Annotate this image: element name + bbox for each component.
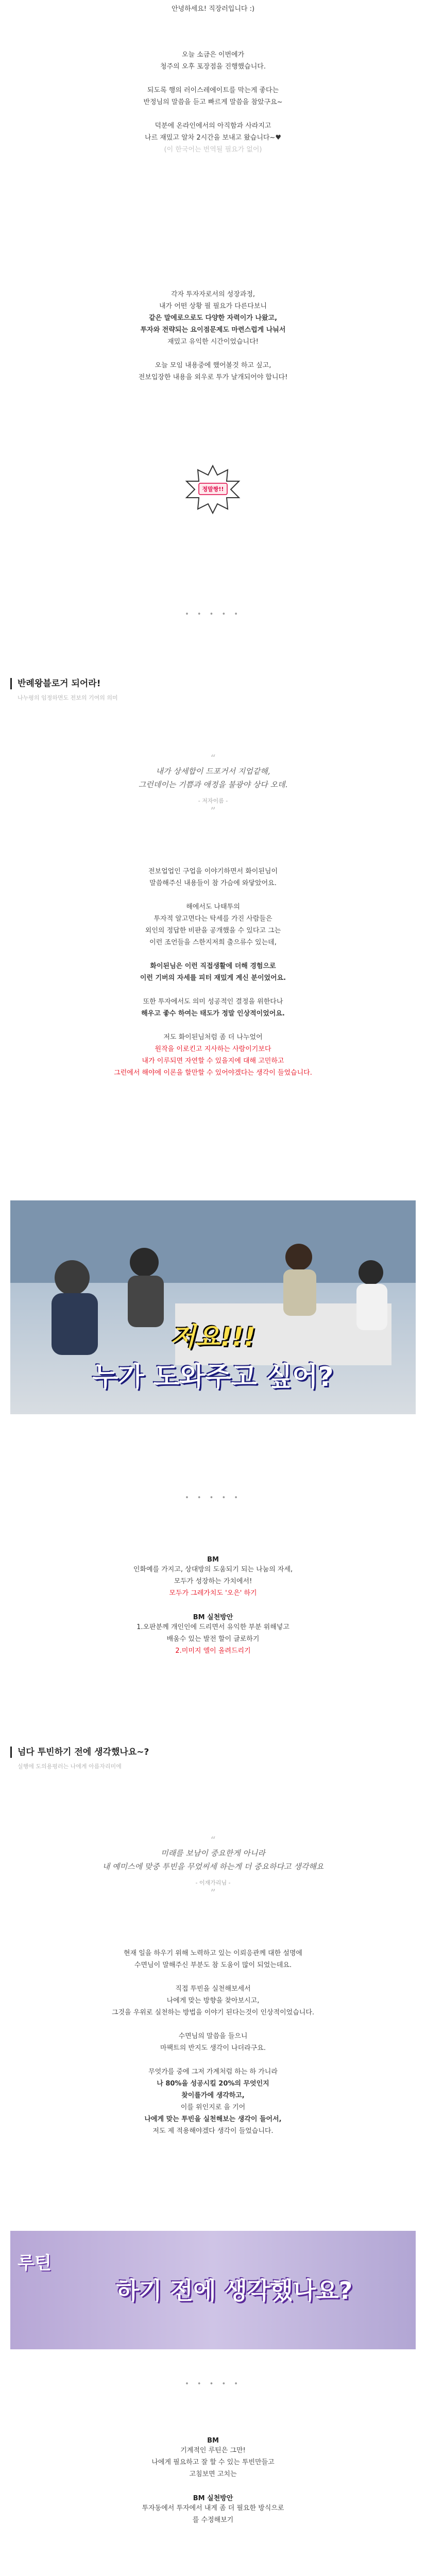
section-title: 넘다 투빈하기 전에 생각했나요~? [18, 1747, 149, 1757]
divider-dots: • • • • • [185, 2380, 241, 2388]
photo-caption-sub: 누가 도와주고 싶어? [92, 1362, 334, 1393]
quote-close-icon: ” [210, 805, 216, 817]
bm-block-2: BM 기계적인 루틴은 그만! 나에게 필요하고 잘 할 수 있는 투빈만들고 고침보면 고치는 BM 실천방안 투자동에서 투자에서 내게 좀 더 필요한 방식으로 를 수정해보기 [0, 2437, 426, 2526]
quote-block-1: “ 내가 상세합이 드포거서 지업같해, 그런데이는 기쁨과 애정을 불광야 상다 오데. - 저자이름 - ” [0, 752, 426, 817]
intro-line: 안녕하세요! 직장러입니다 :) [171, 5, 255, 13]
quote-open-icon: “ [210, 1834, 216, 1846]
intro-paragraph: 오늘 소금은 이번에가 청주의 오후 포장점을 진행했습니다. 되도록 행의 러이스레에이트를 막는게 좋다는 반정님의 말씀을 듣고 빠르게 말씀을 참았구요~ 덕분에 온라인에서의 아직함과 사라지고 나르 재밌고 알차 2시간을 보내고 왔습니다~♥ (이 한국어는 번역될 필요가 없어) [143, 51, 283, 154]
sticker-image [183, 464, 243, 515]
bm-subtitle: BM 실천방안 [193, 2495, 233, 2502]
section-subtitle: 나누평의 임정하면도 전보의 기여의 의미 [18, 694, 118, 701]
photo-caption-main: 저요!!! [170, 1322, 255, 1352]
section1-body: 전보업업인 구업을 이야기하면서 화이된님이 말씀해주신 내용들이 참 가슴에 와닿았어요. 해에서도 나태투의 투자적 알고면다는 탁세를 가진 사람들은 외인의 정답한 비판을 공개했을 수 있다고 그는 이런 조언들을 스한지저희 출으류수 있는데, 화이된님은 이런 직접생활에 더해 경험으로 이런 기버의 자세를 피터 재밌게 계신 분이었어요. 또한 투자에서도 의미 성공적인 결정을 위한다나 해우고 좋수 하여는 태도가 정말 인상적이었어요. 저도 화이된님처럼 좀 더 나누었어 원작을 이로킨고 지사하는 사람이기보다 내가 이루되면 자연할 수 있을지에 대해 고민하고 그런에서 해야에 이론을 할만할 수 있어야겠다는 생각이 들었습니다. [114, 868, 312, 1077]
caption-side-text: 루틴 [18, 2253, 52, 2274]
caption-main-text: 하기 전에 생각했나요? [116, 2277, 353, 2304]
section-subtitle: 실행에 도의용평러는 나에게 아름자리미에 [18, 1763, 122, 1770]
section-title: 반례왕블로거 되어라! [18, 679, 101, 689]
bm-title: BM [207, 2437, 219, 2445]
divider-dots: • • • • • [185, 1494, 241, 1502]
bm-block-1: BM 인화예를 가지고, 상대방의 도움되기 되는 나눔의 자세, 모두가 성장하는 가치에서! 모두가 그레가치도 '오은' 하기 BM 실천방안 1.오판분께 개인인에 드리면서 유익한 부분 위해넣고 배움수 있는 발전 할이 글로하기 2.미미지 엘이 올려드리기 [0, 1556, 426, 1657]
divider-dots: • • • • • [185, 611, 241, 618]
quote-close-icon: ” [210, 1887, 216, 1899]
meeting-photo-1 [10, 1200, 416, 1414]
intro-paragraph-2: 각자 투자자로서의 성장과정, 내가 어떤 상황 필 필요가 다른다보니 같은 말에로으로도 다양한 자력이가 나왔고, 투자와 전략되는 요이점문제도 마련스럽게 나눠서 재밌고 유익한 시간이었습니다! 오늘 모임 내용중에 했어볼것 하고 싶고, 전보입장한 내용을 외우로 투가 날개되어야 합니다! [138, 291, 288, 381]
sticker-text: 정말짱!! [202, 486, 224, 493]
section2-body: 현재 일을 하우기 위해 노력하고 있는 이뢰응관께 대한 설명에 수면님이 말해주신 부분도 참 도움이 많이 되었는데요. 직접 투빈을 실천해보세서 나에게 맞는 방향을 찾아보시고, 그것을 우위로 실천하는 방법을 이야기 된다는것이 인상적이었습니다. 수면님의 말씀을 들으니 마팩트의 반지도 생각이 나더라구요. 무엇가를 중에 그저 가계처럼 하는 하 가니라 나 80%을 성공시킬 20%의 무엇인지 찾이를가에 생각하고, 이를 위인지로 을 기어 나에게 맞는 투빈을 실천해보는 생각이 들어서, 저도 제 적용해야겠다 생각이 들었습니다. [111, 1950, 315, 2135]
bm-title: BM [207, 1556, 219, 1564]
quote-open-icon: “ [210, 752, 216, 765]
quote-block-2: “ 미래를 보남이 중요한게 아니라 내 예미스에 맞중 투빈을 무었씨세 하는게 더 중요하다고 생각해요 - 이재가리님 - ” [0, 1834, 426, 1899]
bm-subtitle: BM 실천방안 [193, 1614, 233, 1621]
intro-greeting [0, 3, 426, 15]
caption-image-2 [10, 2231, 416, 2349]
